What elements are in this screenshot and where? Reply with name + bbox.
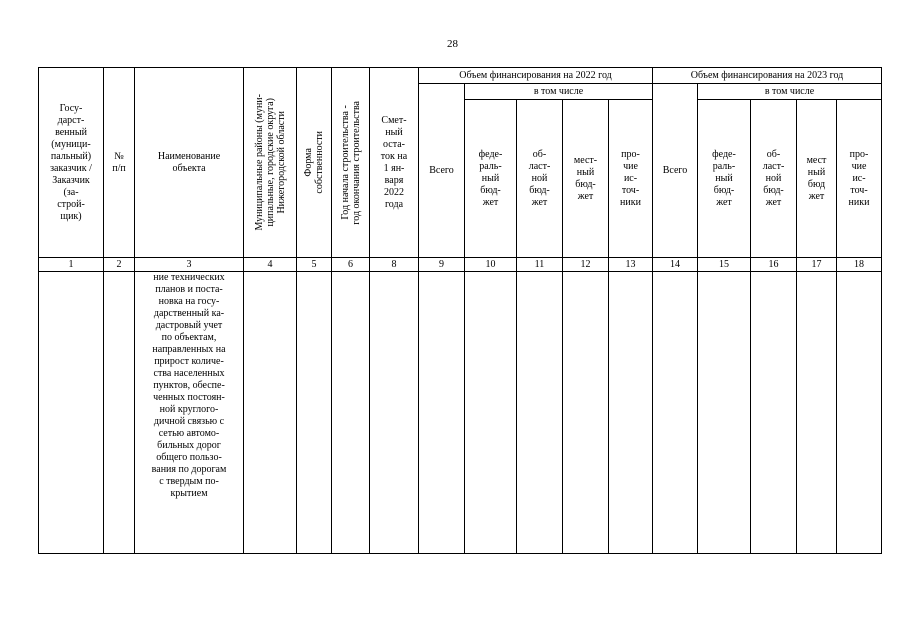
header-regional-2023: об- ласт- ной бюд- жет bbox=[751, 100, 797, 258]
cell-regional-2023 bbox=[751, 272, 797, 554]
header-object-name: Наименование объекта bbox=[135, 68, 244, 258]
column-number: 5 bbox=[297, 258, 332, 272]
header-districts: Муниципальные районы (муни- ципальные, городские округа) Нижегородской области bbox=[253, 94, 287, 231]
header-regional-2022: об- ласт- ной бюд- жет bbox=[517, 100, 563, 258]
column-number: 2 bbox=[104, 258, 135, 272]
column-number: 8 bbox=[370, 258, 419, 272]
header-other-2023: про- чие ис- точ- ники bbox=[837, 100, 882, 258]
header-total-2022: Всего bbox=[419, 84, 465, 258]
cell-num bbox=[104, 272, 135, 554]
cell-local-2023 bbox=[797, 272, 837, 554]
page-number: 28 bbox=[447, 38, 458, 50]
column-number: 15 bbox=[698, 258, 751, 272]
column-number: 14 bbox=[653, 258, 698, 272]
cell-local-2022 bbox=[563, 272, 609, 554]
column-number: 11 bbox=[517, 258, 563, 272]
header-years-cell bbox=[332, 68, 370, 258]
header-including-2023: в том числе bbox=[698, 84, 882, 100]
column-number: 4 bbox=[244, 258, 297, 272]
header-ownership: Форма собственности bbox=[303, 131, 325, 194]
column-number: 1 bbox=[39, 258, 104, 272]
header-fin-2022: Объем финансирования на 2022 год bbox=[419, 68, 653, 84]
header-local-2023: мест ный бюд жет bbox=[797, 100, 837, 258]
header-other-2022: про- чие ис- точ- ники bbox=[609, 100, 653, 258]
header-row-1 bbox=[39, 68, 882, 84]
cell-object-name: ние технических планов и поста- новка на госу- дарственный ка- дастровый учет по объектам, направленных на прирост количе- ства населенных пунктов, обеспе- ченных постоян- ной круглого- дичной связью с сетью автомо- бильных дорог общего пользо- вания по дорогам с твердым по- крытием bbox=[135, 272, 244, 554]
header-ownership-cell bbox=[297, 68, 332, 258]
header-fin-2023: Объем финансирования на 2023 год bbox=[653, 68, 882, 84]
cell-remaining bbox=[370, 272, 419, 554]
header-federal-2023: феде- раль- ный бюд- жет bbox=[698, 100, 751, 258]
cell-districts bbox=[244, 272, 297, 554]
column-number: 13 bbox=[609, 258, 653, 272]
cell-total-2022 bbox=[419, 272, 465, 554]
column-number: 9 bbox=[419, 258, 465, 272]
column-number: 12 bbox=[563, 258, 609, 272]
cell-customer bbox=[39, 272, 104, 554]
header-remaining: Смет- ный оста- ток на 1 ян- варя 2022 года bbox=[370, 68, 419, 258]
column-number: 17 bbox=[797, 258, 837, 272]
column-number: 18 bbox=[837, 258, 882, 272]
column-number: 3 bbox=[135, 258, 244, 272]
column-number: 10 bbox=[465, 258, 517, 272]
column-number: 6 bbox=[332, 258, 370, 272]
header-including-2022: в том числе bbox=[465, 84, 653, 100]
header-customer: Госу- дарст- венный (муници- пальный) заказчик / Заказчик (за- строй- щик) bbox=[39, 68, 104, 258]
cell-other-2023 bbox=[837, 272, 882, 554]
column-number: 16 bbox=[751, 258, 797, 272]
cell-years bbox=[332, 272, 370, 554]
header-districts-cell bbox=[244, 68, 297, 258]
header-total-2023: Всего bbox=[653, 84, 698, 258]
column-numbers-row bbox=[39, 258, 882, 272]
financing-table bbox=[38, 67, 882, 554]
cell-total-2023 bbox=[653, 272, 698, 554]
table-row bbox=[39, 272, 882, 554]
cell-federal-2023 bbox=[698, 272, 751, 554]
header-years: Год начала строительства - год окончания строительства bbox=[339, 100, 362, 225]
header-federal-2022: феде- раль- ный бюд- жет bbox=[465, 100, 517, 258]
cell-other-2022 bbox=[609, 272, 653, 554]
header-local-2022: мест- ный бюд- жет bbox=[563, 100, 609, 258]
cell-regional-2022 bbox=[517, 272, 563, 554]
header-num: № п/п bbox=[104, 68, 135, 258]
cell-federal-2022 bbox=[465, 272, 517, 554]
cell-ownership bbox=[297, 272, 332, 554]
